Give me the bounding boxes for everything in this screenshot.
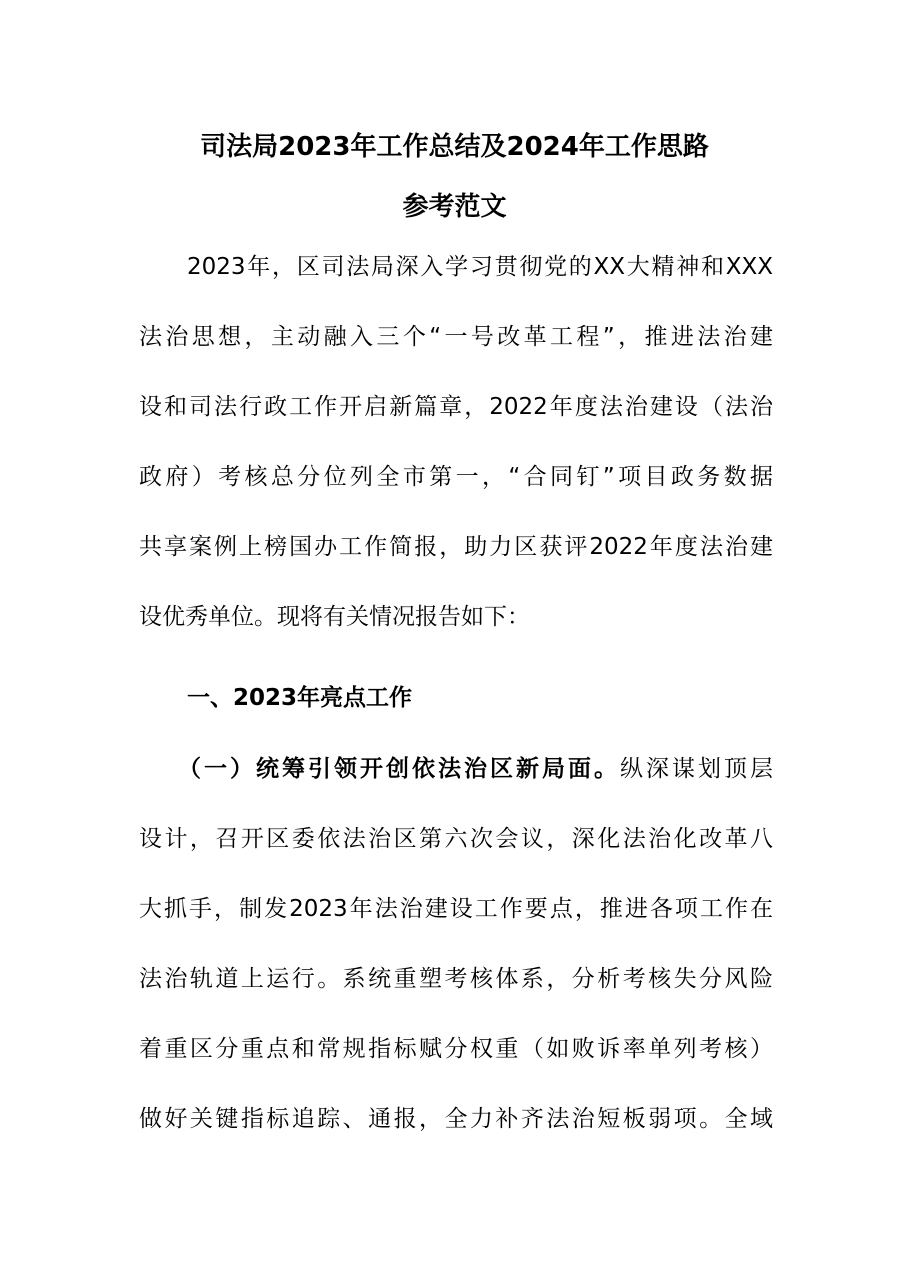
paragraph-line: 做好关键指标追踪、通报，全力补齐法治短板弱项。全域 (139, 1106, 773, 1132)
paragraph-line: 设优秀单位。现将有关情况报告如下： (139, 604, 530, 630)
paragraph-line: 2023年，区司法局深入学习贯彻党的XX大精神和XXX (187, 254, 773, 280)
paragraph-line: 大抓手，制发2023年法治建设工作要点，推进各项工作在 (139, 896, 773, 922)
subsection-text: 纵深谋划顶层 (620, 756, 773, 782)
subsection-line (178, 754, 773, 784)
paragraph-line: 着重区分重点和常规指标赋分权重（如败诉率单列考核） (139, 1036, 773, 1062)
document-title: 司法局2023年工作总结及2024年工作思路 (200, 132, 709, 162)
paragraph-line: 法治思想，主动融入三个“一号改革工程”，推进法治建 (139, 324, 773, 350)
section-heading: 一、2023年亮点工作 (187, 685, 413, 711)
subsection-heading: （一）统筹引领开创依法治区新局面。 (178, 756, 620, 782)
paragraph-line: 政府）考核总分位列全市第一，“合同钉”项目政务数据 (139, 464, 773, 490)
paragraph-line: 共享案例上榜国办工作简报，助力区获评2022年度法治建 (139, 534, 773, 560)
paragraph-line: 法治轨道上运行。系统重塑考核体系，分析考核失分风险 (139, 966, 773, 992)
document-subtitle: 参考范文 (402, 192, 507, 222)
paragraph-line: 设和司法行政工作开启新篇章，2022年度法治建设（法治 (139, 394, 773, 420)
paragraph-line: 设计，召开区委依法治区第六次会议，深化法治化改革八 (139, 826, 773, 852)
